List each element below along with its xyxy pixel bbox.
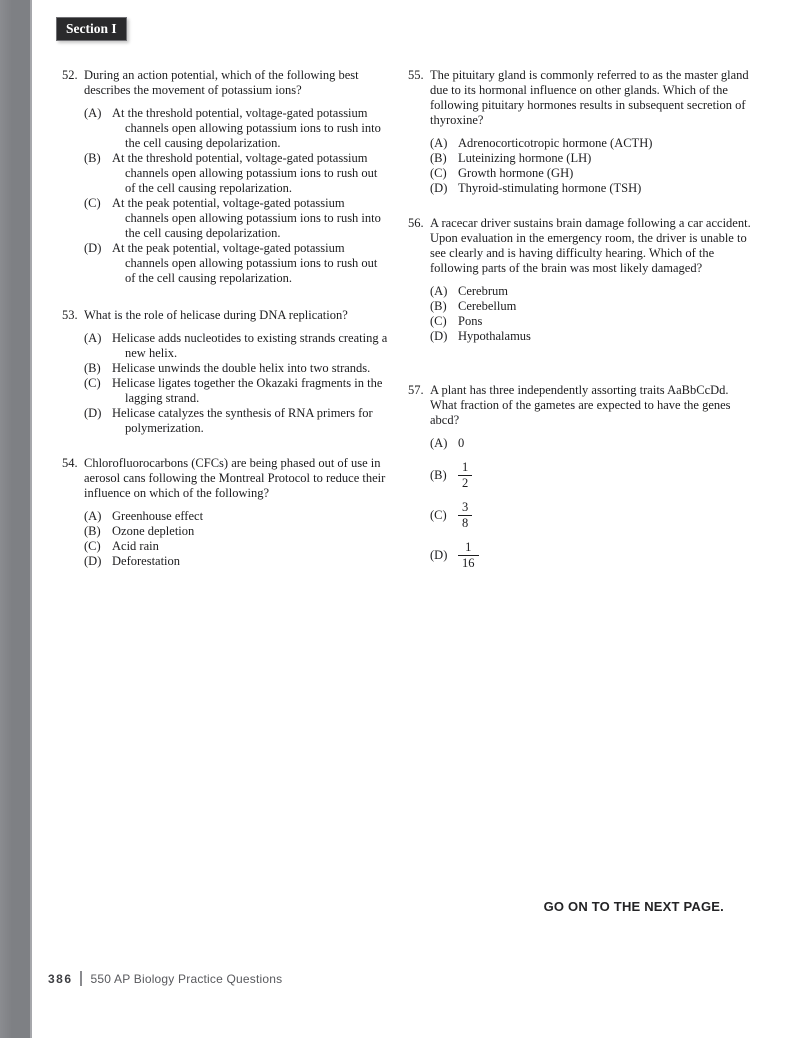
options-list bbox=[84, 331, 398, 436]
option-text bbox=[458, 500, 756, 531]
question-55 bbox=[408, 68, 756, 196]
option-label: (D) bbox=[430, 181, 448, 195]
go-on-instruction: GO ON TO THE NEXT PAGE. bbox=[543, 899, 724, 914]
questions-column-right bbox=[408, 0, 756, 1038]
option-label: (B) bbox=[84, 151, 101, 165]
option-row bbox=[84, 331, 398, 361]
question-text: Chlorofluorocarbons (CFCs) are being phased out of use in aerosol cans following the Montreal Protocol to reduce their influence on which of the following? bbox=[84, 456, 386, 500]
option-label: (D) bbox=[84, 554, 102, 568]
options-list bbox=[430, 284, 756, 344]
options-list bbox=[84, 106, 398, 286]
option-text: Ozone depletion bbox=[112, 524, 195, 538]
option-text: 0 bbox=[458, 436, 465, 450]
options-list bbox=[84, 509, 398, 569]
fraction-numerator: 3 bbox=[462, 500, 469, 514]
question-53 bbox=[62, 308, 398, 436]
page-number: 386 bbox=[48, 971, 73, 986]
option-label: (B) bbox=[430, 468, 447, 482]
option-label: (B) bbox=[84, 361, 101, 375]
option-text: Acid rain bbox=[112, 539, 159, 553]
option-label: (C) bbox=[430, 166, 447, 180]
section-badge: Section I bbox=[56, 17, 127, 41]
option-text: Helicase ligates together the Okazaki fragments in the lagging strand. bbox=[112, 376, 383, 405]
option-row bbox=[84, 554, 398, 569]
option-row bbox=[84, 509, 398, 524]
option-row bbox=[430, 460, 756, 491]
option-row bbox=[84, 376, 398, 406]
option-row bbox=[84, 524, 398, 539]
option-text: At the threshold potential, voltage-gated potassium channels open allowing potassium ions to rush out of the cell causing repolarization. bbox=[112, 151, 378, 195]
option-text: Cerebrum bbox=[458, 284, 508, 298]
question-number: 54. bbox=[62, 456, 78, 470]
option-row bbox=[84, 539, 398, 554]
option-row bbox=[430, 436, 756, 451]
question-52 bbox=[62, 68, 398, 286]
option-row bbox=[84, 151, 398, 196]
question-number: 53. bbox=[62, 308, 78, 322]
option-text: At the peak potential, voltage-gated potassium channels open allowing potassium ions to rush into the cell causing depolarization. bbox=[112, 196, 381, 240]
question-text: A plant has three independently assorting traits AaBbCcDd. What fraction of the gametes are expected to have the genes abcd? bbox=[430, 383, 731, 427]
option-text: At the threshold potential, voltage-gated potassium channels open allowing potassium ions to rush into the cell causing depolarization. bbox=[112, 106, 381, 150]
option-label: (B) bbox=[430, 151, 447, 165]
question-number: 56. bbox=[408, 216, 424, 230]
option-text: Helicase unwinds the double helix into two strands. bbox=[112, 361, 371, 375]
fraction bbox=[458, 460, 472, 491]
fraction-denominator: 2 bbox=[458, 475, 472, 491]
option-label: (A) bbox=[84, 509, 102, 523]
question-body bbox=[84, 308, 398, 436]
option-row bbox=[430, 136, 756, 151]
option-text: Greenhouse effect bbox=[112, 509, 204, 523]
option-label: (D) bbox=[84, 406, 102, 420]
option-label: (A) bbox=[84, 331, 102, 345]
question-54 bbox=[62, 456, 398, 569]
option-label: (D) bbox=[84, 241, 102, 255]
option-label: (A) bbox=[84, 106, 102, 120]
option-label: (A) bbox=[430, 284, 448, 298]
option-label: (C) bbox=[430, 508, 447, 522]
fraction-denominator: 8 bbox=[458, 515, 472, 531]
options-list bbox=[430, 136, 756, 196]
fraction-numerator: 1 bbox=[462, 460, 469, 474]
option-label: (A) bbox=[430, 136, 448, 150]
option-text: Luteinizing hormone (LH) bbox=[458, 151, 592, 165]
option-label: (B) bbox=[430, 299, 447, 313]
option-text bbox=[458, 540, 756, 571]
question-body bbox=[430, 216, 756, 344]
question-text: The pituitary gland is commonly referred to as the master gland due to its hormonal influence on other glands. Which of the following pituitary hormones results in subsequent secretion of thyroxine? bbox=[430, 68, 749, 127]
option-row bbox=[84, 196, 398, 241]
option-text: Helicase catalyzes the synthesis of RNA primers for polymerization. bbox=[112, 406, 373, 435]
option-row bbox=[430, 500, 756, 531]
option-text: Thyroid-stimulating hormone (TSH) bbox=[458, 181, 642, 195]
option-row bbox=[430, 166, 756, 181]
question-number: 57. bbox=[408, 383, 424, 397]
question-text: A racecar driver sustains brain damage following a car accident. Upon evaluation in the emergency room, the driver is unable to see clearly and is having difficulty hearing. Which of the following parts of the brain was most likely damaged? bbox=[430, 216, 751, 275]
fraction-numerator: 1 bbox=[465, 540, 472, 554]
option-row bbox=[84, 406, 398, 436]
option-text: Hypothalamus bbox=[458, 329, 531, 343]
option-label: (D) bbox=[430, 548, 448, 562]
option-label: (A) bbox=[430, 436, 448, 450]
question-text: During an action potential, which of the following best describes the movement of potassium ions? bbox=[84, 68, 359, 97]
book-title: 550 AP Biology Practice Questions bbox=[90, 971, 283, 986]
footer-divider bbox=[80, 971, 82, 986]
option-text: Pons bbox=[458, 314, 483, 328]
option-label: (C) bbox=[84, 539, 101, 553]
option-row bbox=[430, 329, 756, 344]
questions-column-left bbox=[62, 0, 398, 1038]
option-text: Growth hormone (GH) bbox=[458, 166, 574, 180]
option-row bbox=[430, 284, 756, 299]
option-label: (C) bbox=[84, 376, 101, 390]
question-number: 55. bbox=[408, 68, 424, 82]
question-number: 52. bbox=[62, 68, 78, 82]
option-row bbox=[430, 299, 756, 314]
option-row bbox=[430, 314, 756, 329]
page-footer bbox=[48, 971, 282, 986]
options-list bbox=[430, 436, 756, 571]
option-text: Helicase adds nucleotides to existing strands creating a new helix. bbox=[112, 331, 388, 360]
question-body bbox=[430, 68, 756, 196]
option-label: (D) bbox=[430, 329, 448, 343]
fraction bbox=[458, 540, 479, 571]
option-label: (C) bbox=[430, 314, 447, 328]
question-body bbox=[84, 456, 398, 569]
option-row bbox=[430, 151, 756, 166]
option-text: Adrenocorticotropic hormone (ACTH) bbox=[458, 136, 653, 150]
fraction-denominator: 16 bbox=[458, 555, 479, 571]
option-text bbox=[458, 460, 756, 491]
fraction bbox=[458, 500, 472, 531]
question-body bbox=[430, 383, 756, 571]
question-body bbox=[84, 68, 398, 286]
option-row bbox=[430, 540, 756, 571]
question-text: What is the role of helicase during DNA replication? bbox=[84, 308, 348, 322]
question-57 bbox=[408, 383, 756, 571]
option-label: (B) bbox=[84, 524, 101, 538]
option-text: Cerebellum bbox=[458, 299, 517, 313]
option-label: (C) bbox=[84, 196, 101, 210]
question-56 bbox=[408, 216, 756, 344]
page-spine-strip bbox=[0, 0, 32, 1038]
option-row bbox=[84, 241, 398, 286]
option-row bbox=[430, 181, 756, 196]
option-text: Deforestation bbox=[112, 554, 181, 568]
option-text: At the peak potential, voltage-gated potassium channels open allowing potassium ions to rush out of the cell causing repolarization. bbox=[112, 241, 378, 285]
option-row bbox=[84, 106, 398, 151]
option-row bbox=[84, 361, 398, 376]
